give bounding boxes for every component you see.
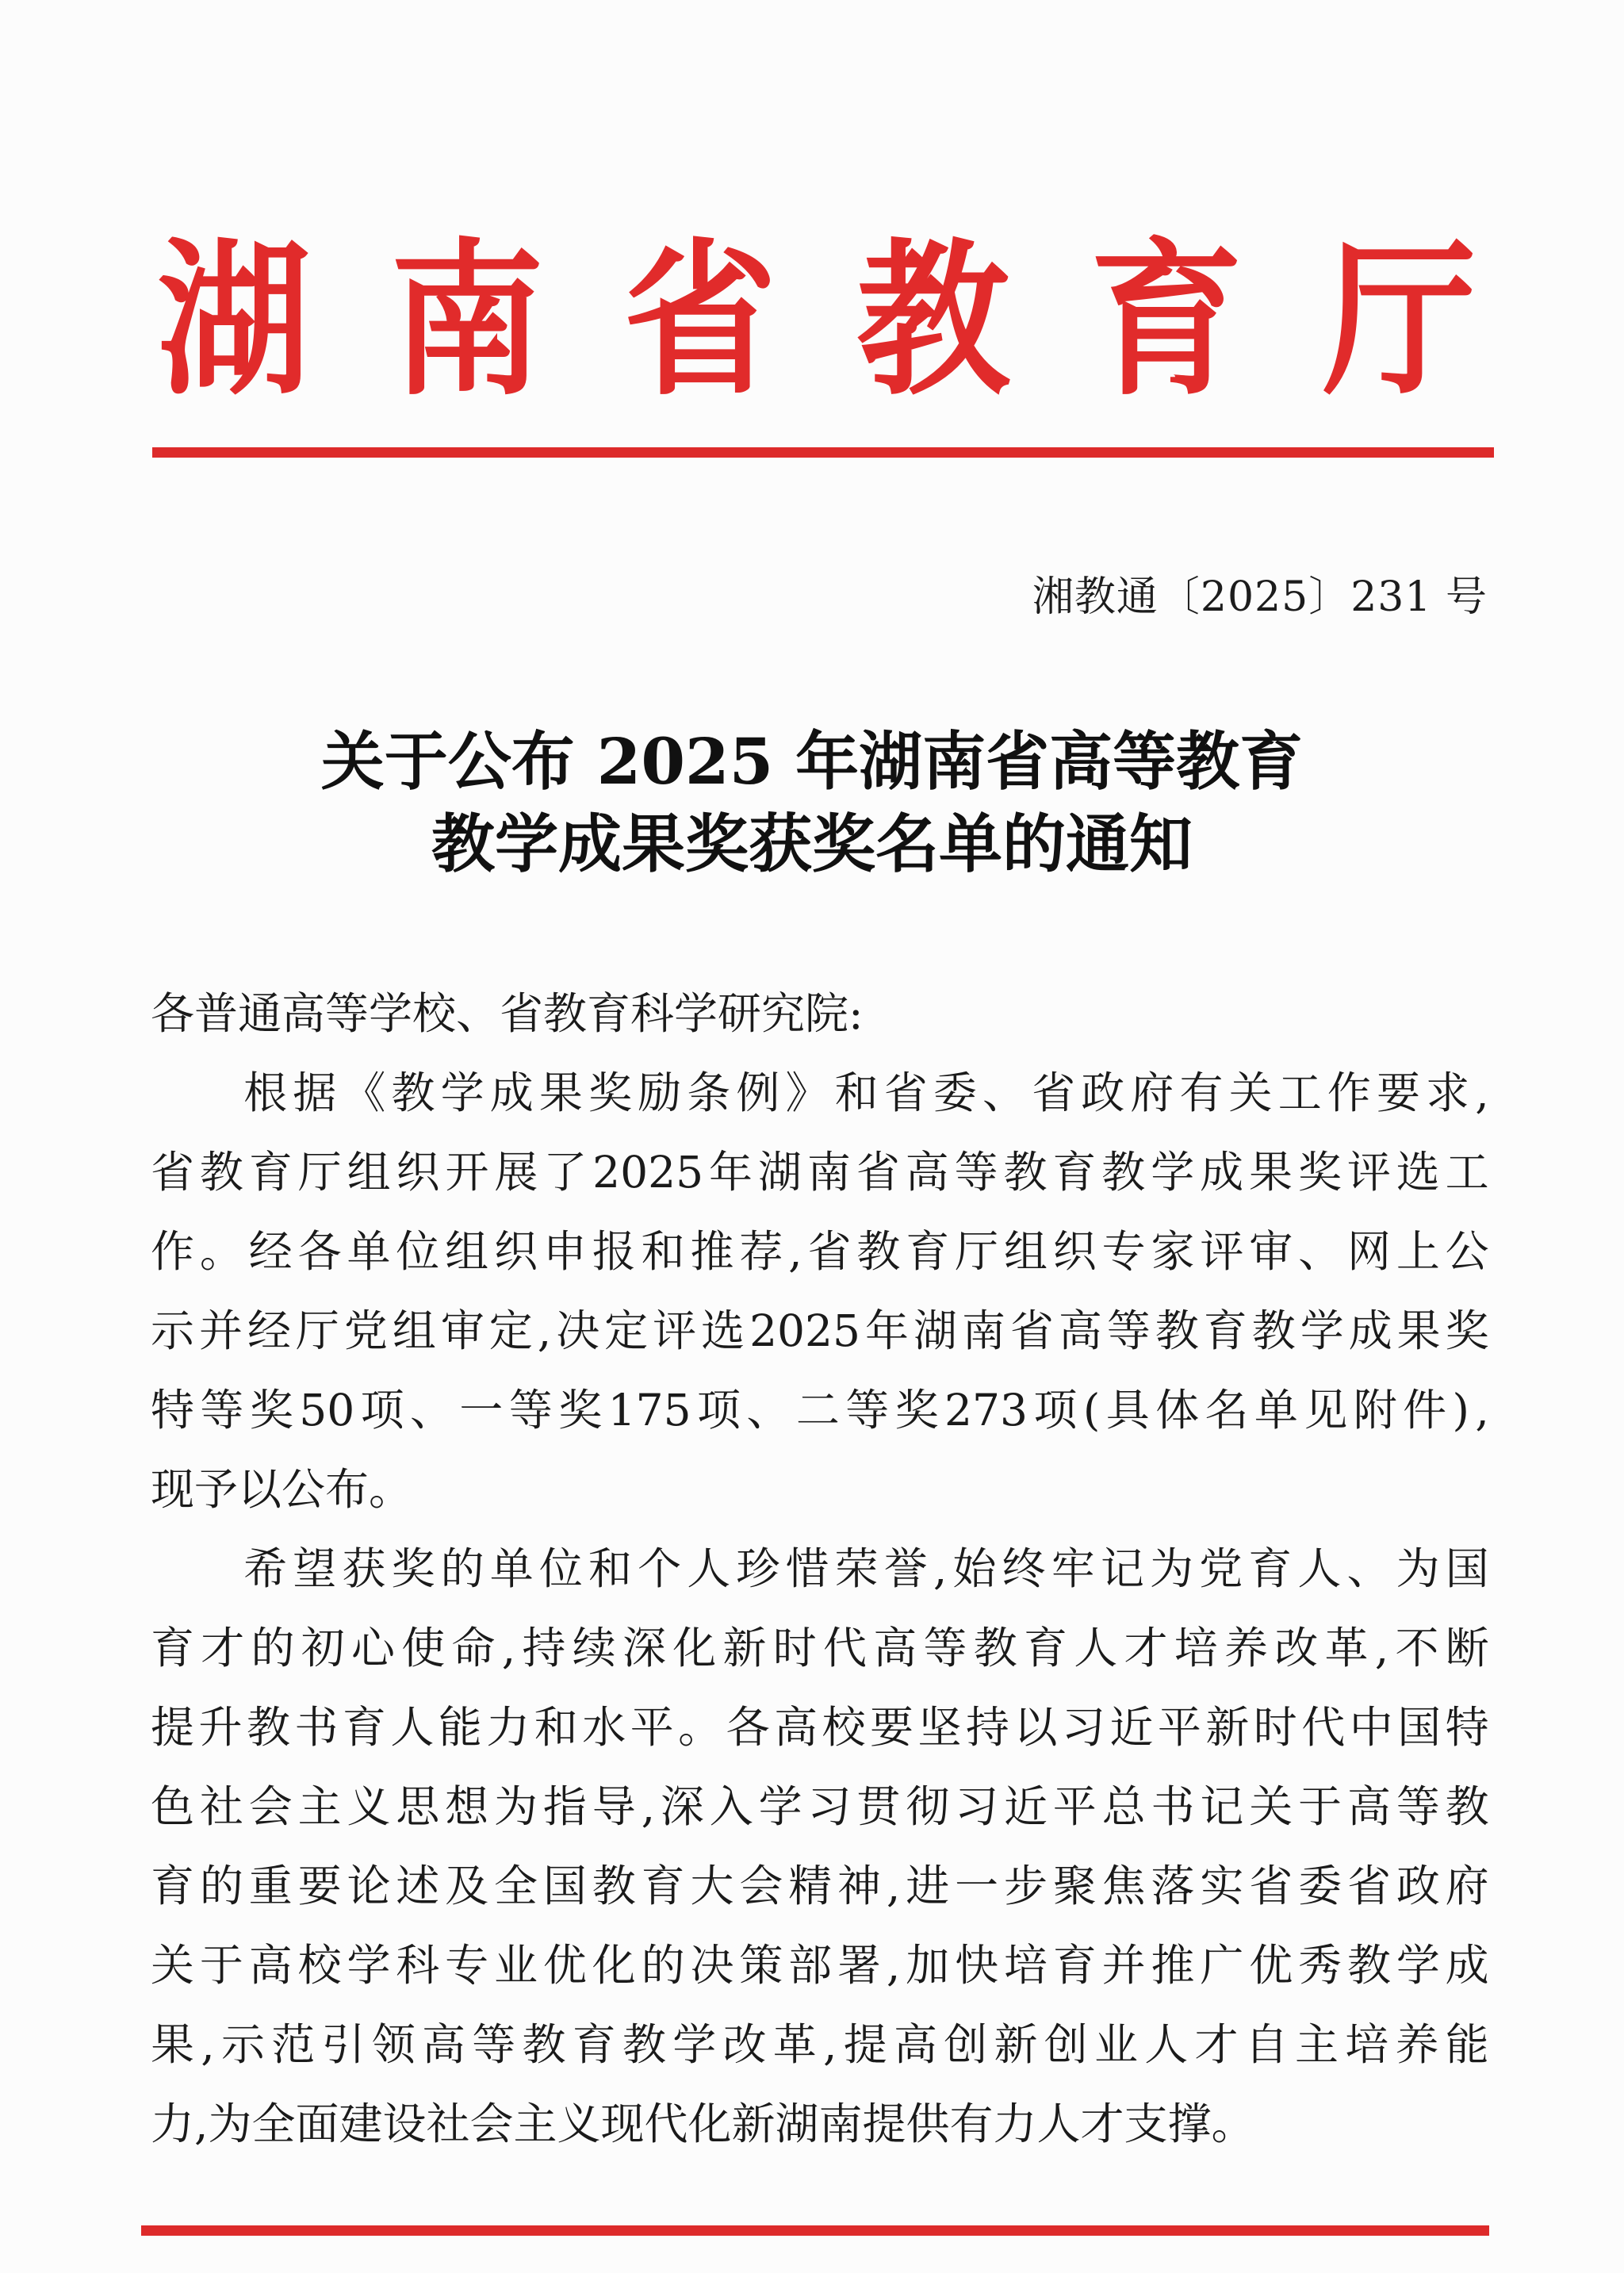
body-line: 关 于 高 校 学 科 专 业 优 化 的 决 策 部 署 , 加 快 培 育 并 推 广 优 秀 教 学 成 [151, 1940, 1489, 1991]
title-line-1: 关于公布 2025 年湖南省高等教育 [320, 724, 1304, 799]
document-number: 湘教通〔2025〕231 号 [1032, 573, 1488, 621]
body-line: 现予以公布。 [151, 1464, 413, 1515]
body-line: 希 望 获 奖 的 单 位 和 个 人 珍 惜 荣 誉 , 始 终 牢 记 为 党 育 人 、 为 国 [243, 1543, 1489, 1594]
title-line-2: 教学成果奖获奖名单的通知 [431, 807, 1193, 881]
body-line: 省 教 育 厅 组 织 开 展 了 2025 年 湖 南 省 高 等 教 育 教 学 成 果 奖 评 选 工 [151, 1147, 1489, 1198]
header-char: 厅 [1323, 224, 1477, 418]
salutation: 各普通高等学校、省教育科学研究院: [151, 988, 864, 1039]
body-line: 育 才 的 初 心 使 命 , 持 续 深 化 新 时 代 高 等 教 育 人 才 培 养 改 革 , 不 断 [151, 1623, 1489, 1673]
header-char: 教 [856, 224, 1010, 418]
body-line: 提 升 教 书 育 人 能 力 和 水 平 。 各 高 校 要 坚 持 以 习 近 平 新 时 代 中 国 特 [151, 1702, 1489, 1753]
header-red-rule [152, 447, 1494, 458]
document-title [0, 720, 1624, 885]
body-line: 果 , 示 范 引 领 高 等 教 育 教 学 改 革 , 提 高 创 新 创 业 人 才 自 主 培 养 能 [151, 2019, 1489, 2070]
footer-red-rule [141, 2225, 1489, 2236]
body-line: 作 。 经 各 单 位 组 织 申 报 和 推 荐 , 省 教 育 厅 组 织 专 家 评 审 、 网 上 公 [151, 1226, 1489, 1277]
body-line: 力,为全面建设社会主义现代化新湖南提供有力人才支撑。 [151, 2099, 1255, 2149]
body-line: 示 并 经 厅 党 组 审 定 , 决 定 评 选 2025 年 湖 南 省 高 等 教 育 教 学 成 果 奖 [151, 1305, 1489, 1356]
body-line: 特 等 奖 50 项 、 一 等 奖 175 项 、 二 等 奖 273 项 ( 具 体 名 单 见 附 件 ) , [151, 1385, 1489, 1435]
body-line: 育 的 重 要 论 述 及 全 国 教 育 大 会 精 神 , 进 一 步 聚 焦 落 实 省 委 省 政 府 [151, 1861, 1489, 1911]
header-char: 省 [623, 224, 777, 418]
header-char: 育 [1090, 224, 1243, 418]
header-char: 南 [390, 224, 544, 418]
body-line: 根 据 《 教 学 成 果 奖 励 条 例 》 和 省 委 、 省 政 府 有 关 工 作 要 求 , [243, 1068, 1489, 1118]
header-char: 湖 [157, 224, 311, 418]
document-body [151, 974, 1489, 2164]
issuing-authority-header [151, 224, 1483, 418]
body-line: 色 社 会 主 义 思 想 为 指 导 , 深 入 学 习 贯 彻 习 近 平 总 书 记 关 于 高 等 教 [151, 1781, 1489, 1832]
